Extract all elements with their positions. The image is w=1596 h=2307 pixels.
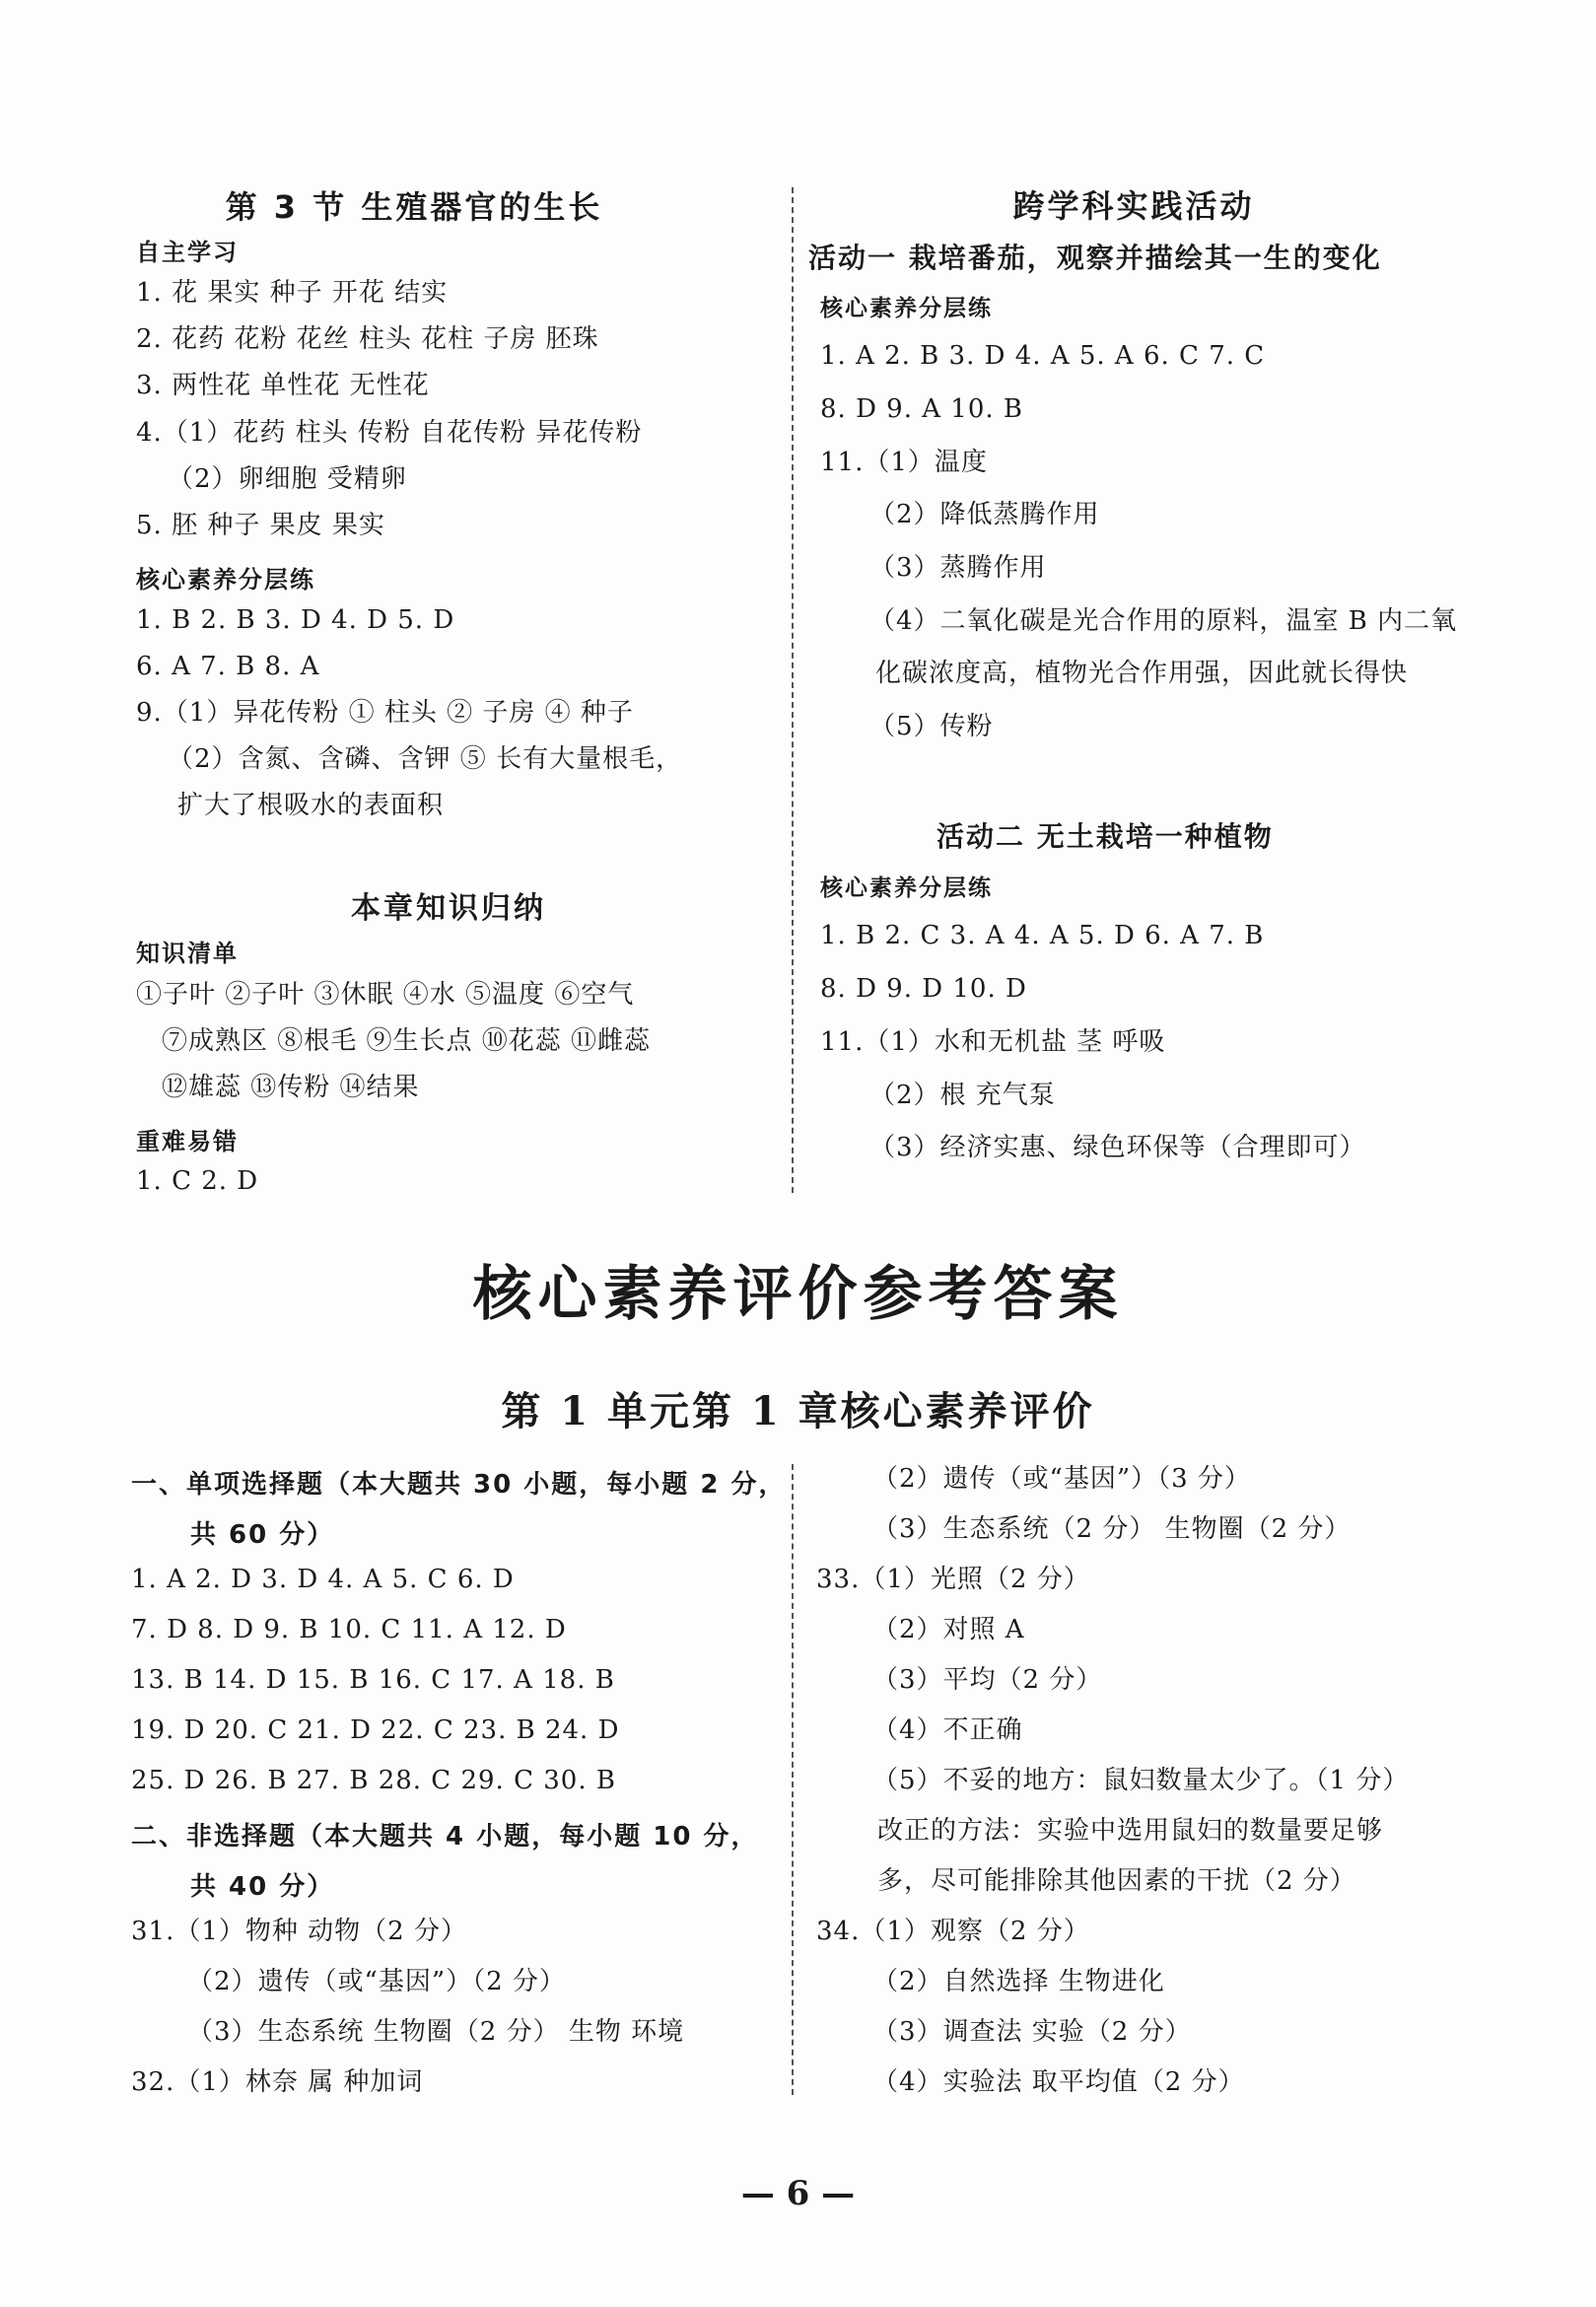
activity-1-line: （2）降低蒸腾作用 xyxy=(869,500,1100,529)
activity-2-title: 活动二 无土栽培一种植物 xyxy=(937,820,1274,853)
eval-left-line: 13. B 14. D 15. B 16. C 17. A 18. B xyxy=(131,1665,615,1695)
self-study-line: 1. 花 果实 种子 开花 结实 xyxy=(136,278,449,308)
hard-points-answer: 1. C 2. D xyxy=(136,1166,259,1196)
eval-left-line: 共 40 分） xyxy=(190,1872,335,1902)
activity-1-line: （5）传粉 xyxy=(869,712,994,741)
self-study-label: 自主学习 xyxy=(136,239,239,266)
activity-2-core-label: 核心素养分层练 xyxy=(820,875,993,901)
section-3-title: 第 3 节 生殖器官的生长 xyxy=(225,188,603,226)
knowledge-list-label: 知识清单 xyxy=(136,940,239,967)
self-study-line: 4.（1）花药 柱头 传粉 自花传粉 异花传粉 xyxy=(136,418,643,448)
activity-2-line: 11.（1）水和无机盐 茎 呼吸 xyxy=(820,1027,1166,1057)
eval-left-line: 共 60 分） xyxy=(190,1520,335,1550)
activity-2-line: 1. B 2. C 3. A 4. A 5. D 6. A 7. B xyxy=(820,921,1265,950)
self-study-line: 3. 两性花 单性花 无性花 xyxy=(136,371,430,400)
self-study-line: （2）卵细胞 受精卵 xyxy=(168,464,407,494)
activity-2-line: （3）经济实惠、绿色环保等（合理即可） xyxy=(869,1133,1366,1162)
activity-1-title: 活动一 栽培番茄，观察并描绘其一生的变化 xyxy=(808,242,1382,274)
eval-right-line: 多，尽可能排除其他因素的干扰（2 分） xyxy=(877,1866,1356,1896)
interdisciplinary-title: 跨学科实践活动 xyxy=(1012,187,1255,225)
activity-1-line: （3）蒸腾作用 xyxy=(869,553,1047,583)
eval-left-line: 25. D 26. B 27. B 28. C 29. C 30. B xyxy=(131,1766,616,1795)
chapter-summary-title: 本章知识归纳 xyxy=(351,891,546,926)
eval-right-line: （4）不正确 xyxy=(872,1715,1023,1745)
activity-1-line: （4）二氧化碳是光合作用的原料，温室 B 内二氧 xyxy=(869,606,1458,636)
eval-left-line: （3）生态系统 生物圈（2 分） 生物 环境 xyxy=(187,2017,685,2047)
column-divider xyxy=(792,187,794,1193)
page-number: — 6 — xyxy=(740,2174,856,2213)
activity-2-line: （2）根 充气泵 xyxy=(869,1081,1056,1110)
knowledge-line: ⑦成熟区 ⑧根毛 ⑨生长点 ⑩花蕊 ⑪雌蕊 xyxy=(162,1026,652,1056)
knowledge-line: ⑫雄蕊 ⑬传粉 ⑭结果 xyxy=(162,1073,420,1102)
eval-right-line: （2）对照 A xyxy=(872,1615,1025,1644)
core-answer-line: 6. A 7. B 8. A xyxy=(136,652,320,681)
eval-right-line: 33.（1）光照（2 分） xyxy=(816,1565,1090,1594)
eval-left-line: 一、单项选择题（本大题共 30 小题，每小题 2 分， xyxy=(131,1470,787,1500)
knowledge-line: ①子叶 ②子叶 ③休眠 ④水 ⑤温度 ⑥空气 xyxy=(136,980,635,1010)
self-study-line: 5. 胚 种子 果皮 果实 xyxy=(136,511,385,540)
eval-left-line: 二、非选择题（本大题共 4 小题，每小题 10 分， xyxy=(131,1822,759,1852)
core-answer-line: 1. B 2. B 3. D 4. D 5. D xyxy=(136,605,455,635)
eval-right-line: 改正的方法：实验中选用鼠妇的数量要足够 xyxy=(877,1816,1384,1846)
core-practice-label: 核心素养分层练 xyxy=(136,566,315,594)
eval-right-line: （3）平均（2 分） xyxy=(872,1665,1103,1695)
eval-right-line: （4）实验法 取平均值（2 分） xyxy=(872,2067,1245,2097)
eval-right-line: （2）遗传（或“基因”）（3 分） xyxy=(872,1464,1251,1494)
eval-right-line: （5）不妥的地方：鼠妇数量太少了。（1 分） xyxy=(872,1766,1410,1795)
activity-1-core-label: 核心素养分层练 xyxy=(820,296,993,321)
core-answer-line: 9.（1）异花传粉 ① 柱头 ② 子房 ④ 种子 xyxy=(136,698,634,728)
activity-1-line: 8. D 9. A 10. B xyxy=(820,394,1024,424)
eval-right-line: （3）生态系统（2 分） 生物圈（2 分） xyxy=(872,1514,1352,1544)
eval-left-line: 32.（1）林奈 属 种加词 xyxy=(131,2067,424,2097)
eval-left-line: 7. D 8. D 9. B 10. C 11. A 12. D xyxy=(131,1615,567,1644)
activity-1-line: 11.（1）温度 xyxy=(820,448,988,477)
activity-1-line: 1. A 2. B 3. D 4. A 5. A 6. C 7. C xyxy=(820,341,1266,371)
activity-2-line: 8. D 9. D 10. D xyxy=(820,974,1027,1004)
eval-right-line: （3）调查法 实验（2 分） xyxy=(872,2017,1192,2047)
hard-points-label: 重难易错 xyxy=(136,1128,239,1155)
eval-right-line: （2）自然选择 生物进化 xyxy=(872,1967,1165,1996)
main-title: 核心素养评价参考答案 xyxy=(472,1260,1124,1329)
core-answer-line: 扩大了根吸水的表面积 xyxy=(177,791,445,820)
self-study-line: 2. 花药 花粉 花丝 柱头 花柱 子房 胚珠 xyxy=(136,324,599,354)
eval-left-line: （2）遗传（或“基因”）（2 分） xyxy=(187,1967,566,1996)
eval-left-line: 31.（1）物种 动物（2 分） xyxy=(131,1917,467,1946)
column-divider xyxy=(792,1464,794,2095)
eval-left-line: 19. D 20. C 21. D 22. C 23. B 24. D xyxy=(131,1715,620,1745)
unit-title: 第 1 单元第 1 章核心素养评价 xyxy=(501,1388,1095,1434)
core-answer-line: （2）含氮、含磷、含钾 ⑤ 长有大量根毛， xyxy=(168,744,683,774)
eval-left-line: 1. A 2. D 3. D 4. A 5. C 6. D xyxy=(131,1565,515,1594)
activity-1-line: 化碳浓度高，植物光合作用强，因此就长得快 xyxy=(875,659,1409,688)
eval-right-line: 34.（1）观察（2 分） xyxy=(816,1917,1090,1946)
